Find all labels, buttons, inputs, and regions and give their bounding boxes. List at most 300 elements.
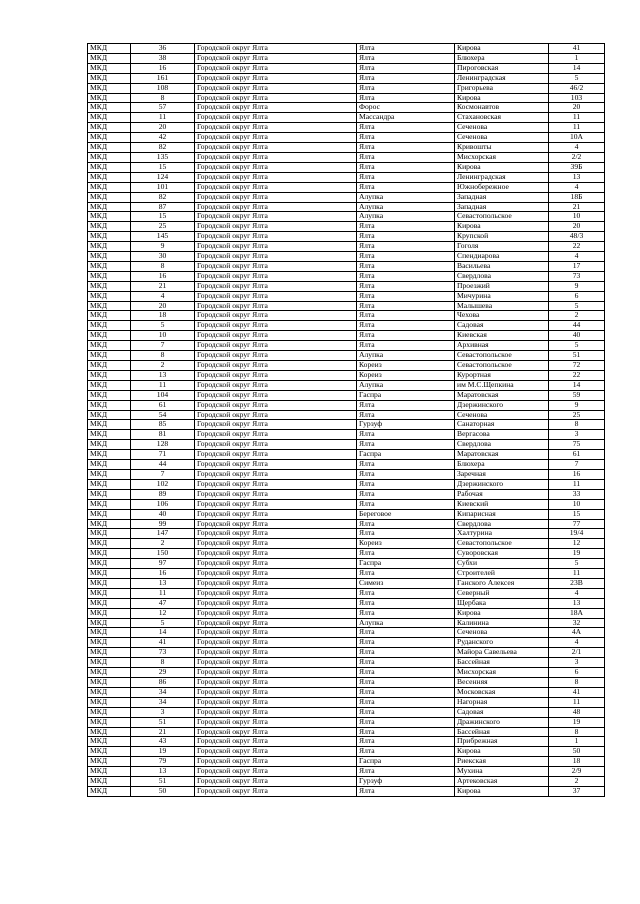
number-cell: 73	[131, 648, 195, 658]
house-cell: 22	[549, 242, 605, 252]
house-cell: 18	[549, 757, 605, 767]
street-cell: Мухина	[455, 767, 549, 777]
city-cell: Ялта	[357, 687, 455, 697]
city-cell: Ялта	[357, 489, 455, 499]
district-cell: Городской округ Ялта	[195, 222, 357, 232]
district-cell: Городской округ Ялта	[195, 361, 357, 371]
type-cell: МКД	[88, 202, 131, 212]
type-cell: МКД	[88, 63, 131, 73]
table-row	[88, 301, 605, 311]
district-cell: Городской округ Ялта	[195, 539, 357, 549]
house-cell: 19	[549, 549, 605, 559]
street-cell: Севастопольское	[455, 351, 549, 361]
type-cell: МКД	[88, 301, 131, 311]
house-cell: 11	[549, 697, 605, 707]
table-row	[88, 737, 605, 747]
district-cell: Городской округ Ялта	[195, 331, 357, 341]
house-cell: 48	[549, 707, 605, 717]
district-cell: Городской округ Ялта	[195, 529, 357, 539]
street-cell: Садовая	[455, 707, 549, 717]
street-cell: Западная	[455, 192, 549, 202]
city-cell: Ялта	[357, 440, 455, 450]
city-cell: Ялта	[357, 311, 455, 321]
type-cell: МКД	[88, 331, 131, 341]
house-cell: 2/2	[549, 152, 605, 162]
type-cell: МКД	[88, 479, 131, 489]
type-cell: МКД	[88, 400, 131, 410]
street-cell: Риекская	[455, 757, 549, 767]
house-cell: 8	[549, 727, 605, 737]
type-cell: МКД	[88, 598, 131, 608]
number-cell: 21	[131, 281, 195, 291]
city-cell: Ялта	[357, 569, 455, 579]
house-cell: 13	[549, 172, 605, 182]
house-cell: 37	[549, 786, 605, 796]
type-cell: МКД	[88, 628, 131, 638]
number-cell: 128	[131, 440, 195, 450]
type-cell: МКД	[88, 519, 131, 529]
city-cell: Ялта	[357, 341, 455, 351]
type-cell: МКД	[88, 162, 131, 172]
type-cell: МКД	[88, 143, 131, 153]
district-cell: Городской округ Ялта	[195, 737, 357, 747]
number-cell: 16	[131, 271, 195, 281]
type-cell: МКД	[88, 549, 131, 559]
number-cell: 8	[131, 351, 195, 361]
city-cell: Ялта	[357, 658, 455, 668]
street-cell: Ганского Алексея	[455, 578, 549, 588]
number-cell: 5	[131, 618, 195, 628]
street-cell: Кирова	[455, 786, 549, 796]
city-cell: Ялта	[357, 460, 455, 470]
number-cell: 14	[131, 628, 195, 638]
city-cell: Ялта	[357, 261, 455, 271]
district-cell: Городской округ Ялта	[195, 103, 357, 113]
table-row	[88, 172, 605, 182]
street-cell: Прибрежная	[455, 737, 549, 747]
house-cell: 61	[549, 450, 605, 460]
house-cell: 20	[549, 222, 605, 232]
table-row	[88, 618, 605, 628]
number-cell: 81	[131, 430, 195, 440]
number-cell: 13	[131, 578, 195, 588]
street-cell: Курортная	[455, 370, 549, 380]
number-cell: 147	[131, 529, 195, 539]
number-cell: 51	[131, 777, 195, 787]
house-cell: 25	[549, 410, 605, 420]
city-cell: Гаспра	[357, 559, 455, 569]
street-cell: Заречная	[455, 469, 549, 479]
table-row	[88, 311, 605, 321]
street-cell: Строителей	[455, 569, 549, 579]
city-cell: Ялта	[357, 133, 455, 143]
type-cell: МКД	[88, 588, 131, 598]
city-cell: Ялта	[357, 499, 455, 509]
number-cell: 57	[131, 103, 195, 113]
district-cell: Городской округ Ялта	[195, 172, 357, 182]
type-cell: МКД	[88, 460, 131, 470]
district-cell: Городской округ Ялта	[195, 628, 357, 638]
table-row	[88, 578, 605, 588]
table-row	[88, 509, 605, 519]
number-cell: 102	[131, 479, 195, 489]
number-cell: 41	[131, 638, 195, 648]
city-cell: Ялта	[357, 668, 455, 678]
type-cell: МКД	[88, 697, 131, 707]
district-cell: Городской округ Ялта	[195, 202, 357, 212]
district-cell: Городской округ Ялта	[195, 133, 357, 143]
city-cell: Гурзуф	[357, 777, 455, 787]
district-cell: Городской округ Ялта	[195, 152, 357, 162]
house-cell: 18Б	[549, 192, 605, 202]
type-cell: МКД	[88, 152, 131, 162]
table-row	[88, 113, 605, 123]
street-cell: Дзержинского	[455, 479, 549, 489]
type-cell: МКД	[88, 252, 131, 262]
number-cell: 150	[131, 549, 195, 559]
number-cell: 5	[131, 321, 195, 331]
house-cell: 7	[549, 460, 605, 470]
house-cell: 16	[549, 469, 605, 479]
district-cell: Городской округ Ялта	[195, 301, 357, 311]
district-cell: Городской округ Ялта	[195, 341, 357, 351]
number-cell: 16	[131, 63, 195, 73]
house-cell: 59	[549, 390, 605, 400]
type-cell: МКД	[88, 707, 131, 717]
city-cell: Береговое	[357, 509, 455, 519]
house-cell: 41	[549, 44, 605, 54]
number-cell: 44	[131, 460, 195, 470]
city-cell: Ялта	[357, 430, 455, 440]
number-cell: 15	[131, 212, 195, 222]
number-cell: 82	[131, 192, 195, 202]
district-cell: Городской округ Ялта	[195, 757, 357, 767]
number-cell: 29	[131, 668, 195, 678]
number-cell: 19	[131, 747, 195, 757]
type-cell: МКД	[88, 212, 131, 222]
district-cell: Городской округ Ялта	[195, 400, 357, 410]
city-cell: Массандра	[357, 113, 455, 123]
street-cell: Сеченова	[455, 123, 549, 133]
house-cell: 22	[549, 370, 605, 380]
street-cell: Севастопольское	[455, 539, 549, 549]
type-cell: МКД	[88, 192, 131, 202]
house-cell: 12	[549, 539, 605, 549]
number-cell: 43	[131, 737, 195, 747]
type-cell: МКД	[88, 777, 131, 787]
house-cell: 18А	[549, 608, 605, 618]
number-cell: 47	[131, 598, 195, 608]
house-cell: 2/1	[549, 648, 605, 658]
city-cell: Ялта	[357, 53, 455, 63]
district-cell: Городской округ Ялта	[195, 44, 357, 54]
type-cell: МКД	[88, 638, 131, 648]
number-cell: 2	[131, 361, 195, 371]
district-cell: Городской округ Ялта	[195, 351, 357, 361]
street-cell: Севастопольское	[455, 361, 549, 371]
street-cell: Дзержинского	[455, 400, 549, 410]
house-cell: 9	[549, 400, 605, 410]
street-cell: Сеченова	[455, 133, 549, 143]
type-cell: МКД	[88, 668, 131, 678]
street-cell: Кирова	[455, 747, 549, 757]
house-cell: 51	[549, 351, 605, 361]
type-cell: МКД	[88, 499, 131, 509]
table-row	[88, 410, 605, 420]
type-cell: МКД	[88, 658, 131, 668]
district-cell: Городской округ Ялта	[195, 390, 357, 400]
city-cell: Ялта	[357, 123, 455, 133]
street-cell: Кирова	[455, 44, 549, 54]
district-cell: Городской округ Ялта	[195, 321, 357, 331]
number-cell: 8	[131, 93, 195, 103]
type-cell: МКД	[88, 559, 131, 569]
street-cell: Ленинградская	[455, 73, 549, 83]
type-cell: МКД	[88, 420, 131, 430]
city-cell: Алупка	[357, 380, 455, 390]
city-cell: Ялта	[357, 786, 455, 796]
district-cell: Городской округ Ялта	[195, 499, 357, 509]
table-row	[88, 479, 605, 489]
number-cell: 20	[131, 301, 195, 311]
table-row	[88, 281, 605, 291]
district-cell: Городской округ Ялта	[195, 618, 357, 628]
district-cell: Городской округ Ялта	[195, 559, 357, 569]
number-cell: 135	[131, 152, 195, 162]
number-cell: 7	[131, 469, 195, 479]
city-cell: Ялта	[357, 410, 455, 420]
city-cell: Ялта	[357, 281, 455, 291]
table-row	[88, 103, 605, 113]
district-cell: Городской округ Ялта	[195, 707, 357, 717]
table-row	[88, 370, 605, 380]
table-row	[88, 291, 605, 301]
table-row	[88, 271, 605, 281]
house-cell: 10	[549, 499, 605, 509]
table-row	[88, 232, 605, 242]
table-row	[88, 757, 605, 767]
district-cell: Городской округ Ялта	[195, 598, 357, 608]
city-cell: Гурзуф	[357, 420, 455, 430]
district-cell: Городской округ Ялта	[195, 668, 357, 678]
city-cell: Симеиз	[357, 578, 455, 588]
district-cell: Городской округ Ялта	[195, 83, 357, 93]
city-cell: Ялта	[357, 222, 455, 232]
city-cell: Алупка	[357, 618, 455, 628]
type-cell: МКД	[88, 351, 131, 361]
city-cell: Ялта	[357, 271, 455, 281]
type-cell: МКД	[88, 321, 131, 331]
number-cell: 54	[131, 410, 195, 420]
table-row	[88, 252, 605, 262]
table-row	[88, 450, 605, 460]
number-cell: 79	[131, 757, 195, 767]
street-cell: Кирова	[455, 93, 549, 103]
table-row	[88, 519, 605, 529]
city-cell: Ялта	[357, 588, 455, 598]
type-cell: МКД	[88, 361, 131, 371]
city-cell: Ялта	[357, 727, 455, 737]
table-row	[88, 63, 605, 73]
street-cell: Артековская	[455, 777, 549, 787]
type-cell: МКД	[88, 678, 131, 688]
district-cell: Городской округ Ялта	[195, 232, 357, 242]
city-cell: Алупка	[357, 192, 455, 202]
type-cell: МКД	[88, 103, 131, 113]
street-cell: Субхи	[455, 559, 549, 569]
street-cell: Крупской	[455, 232, 549, 242]
table-row	[88, 539, 605, 549]
table-row	[88, 53, 605, 63]
street-cell: Ленинградская	[455, 172, 549, 182]
type-cell: МКД	[88, 73, 131, 83]
street-cell: Киевский	[455, 499, 549, 509]
district-cell: Городской округ Ялта	[195, 281, 357, 291]
type-cell: МКД	[88, 450, 131, 460]
city-cell: Ялта	[357, 301, 455, 311]
district-cell: Городской округ Ялта	[195, 123, 357, 133]
table-row	[88, 152, 605, 162]
type-cell: МКД	[88, 93, 131, 103]
type-cell: МКД	[88, 440, 131, 450]
number-cell: 85	[131, 420, 195, 430]
type-cell: МКД	[88, 509, 131, 519]
district-cell: Городской округ Ялта	[195, 380, 357, 390]
district-cell: Городской округ Ялта	[195, 261, 357, 271]
house-cell: 19	[549, 717, 605, 727]
street-cell: Мисхорская	[455, 668, 549, 678]
house-cell: 6	[549, 668, 605, 678]
house-cell: 2	[549, 311, 605, 321]
type-cell: МКД	[88, 529, 131, 539]
table-row	[88, 44, 605, 54]
city-cell: Ялта	[357, 182, 455, 192]
house-cell: 4	[549, 252, 605, 262]
district-cell: Городской округ Ялта	[195, 311, 357, 321]
city-cell: Ялта	[357, 232, 455, 242]
type-cell: МКД	[88, 44, 131, 54]
table-row	[88, 440, 605, 450]
table-row	[88, 767, 605, 777]
house-cell: 5	[549, 73, 605, 83]
house-cell: 13	[549, 598, 605, 608]
number-cell: 34	[131, 687, 195, 697]
table-row	[88, 351, 605, 361]
type-cell: МКД	[88, 737, 131, 747]
table-row	[88, 380, 605, 390]
street-cell: Космонавтов	[455, 103, 549, 113]
city-cell: Ялта	[357, 519, 455, 529]
number-cell: 7	[131, 341, 195, 351]
house-cell: 4	[549, 588, 605, 598]
street-cell: Суворовская	[455, 549, 549, 559]
number-cell: 18	[131, 311, 195, 321]
district-cell: Городской округ Ялта	[195, 113, 357, 123]
district-cell: Городской округ Ялта	[195, 162, 357, 172]
city-cell: Ялта	[357, 628, 455, 638]
district-cell: Городской округ Ялта	[195, 460, 357, 470]
type-cell: МКД	[88, 390, 131, 400]
street-cell: Малышева	[455, 301, 549, 311]
house-cell: 41	[549, 687, 605, 697]
table-row	[88, 569, 605, 579]
city-cell: Ялта	[357, 400, 455, 410]
city-cell: Ялта	[357, 697, 455, 707]
city-cell: Алупка	[357, 212, 455, 222]
city-cell: Ялта	[357, 331, 455, 341]
table-row	[88, 143, 605, 153]
house-cell: 8	[549, 420, 605, 430]
house-cell: 8	[549, 678, 605, 688]
type-cell: МКД	[88, 271, 131, 281]
district-cell: Городской округ Ялта	[195, 291, 357, 301]
district-cell: Городской округ Ялта	[195, 588, 357, 598]
number-cell: 97	[131, 559, 195, 569]
table-row	[88, 678, 605, 688]
type-cell: МКД	[88, 786, 131, 796]
street-cell: Дражинского	[455, 717, 549, 727]
city-cell: Ялта	[357, 469, 455, 479]
street-cell: Кирова	[455, 608, 549, 618]
house-cell: 50	[549, 747, 605, 757]
house-cell: 1	[549, 737, 605, 747]
type-cell: МКД	[88, 410, 131, 420]
table-row	[88, 727, 605, 737]
city-cell: Кореиз	[357, 370, 455, 380]
number-cell: 36	[131, 44, 195, 54]
district-cell: Городской округ Ялта	[195, 509, 357, 519]
city-cell: Ялта	[357, 83, 455, 93]
street-cell: Архивная	[455, 341, 549, 351]
street-cell: Свердлова	[455, 440, 549, 450]
type-cell: МКД	[88, 489, 131, 499]
number-cell: 34	[131, 697, 195, 707]
street-cell: Пироговская	[455, 63, 549, 73]
number-cell: 12	[131, 608, 195, 618]
city-cell: Ялта	[357, 529, 455, 539]
house-cell: 15	[549, 509, 605, 519]
table-row	[88, 222, 605, 232]
street-cell: Бассейная	[455, 658, 549, 668]
house-cell: 2/9	[549, 767, 605, 777]
house-cell: 3	[549, 658, 605, 668]
number-cell: 8	[131, 658, 195, 668]
house-cell: 5	[549, 341, 605, 351]
city-cell: Ялта	[357, 93, 455, 103]
city-cell: Ялта	[357, 737, 455, 747]
house-cell: 11	[549, 479, 605, 489]
house-cell: 1	[549, 53, 605, 63]
district-cell: Городской округ Ялта	[195, 678, 357, 688]
type-cell: МКД	[88, 291, 131, 301]
street-cell: Маратовская	[455, 450, 549, 460]
table-row	[88, 192, 605, 202]
table-row	[88, 588, 605, 598]
city-cell: Кореиз	[357, 361, 455, 371]
city-cell: Ялта	[357, 747, 455, 757]
table-row	[88, 717, 605, 727]
house-cell: 9	[549, 281, 605, 291]
city-cell: Ялта	[357, 608, 455, 618]
number-cell: 20	[131, 123, 195, 133]
city-cell: Ялта	[357, 479, 455, 489]
table-row	[88, 182, 605, 192]
type-cell: МКД	[88, 222, 131, 232]
district-cell: Городской округ Ялта	[195, 143, 357, 153]
district-cell: Городской округ Ялта	[195, 786, 357, 796]
street-cell: Садовая	[455, 321, 549, 331]
table-row	[88, 499, 605, 509]
